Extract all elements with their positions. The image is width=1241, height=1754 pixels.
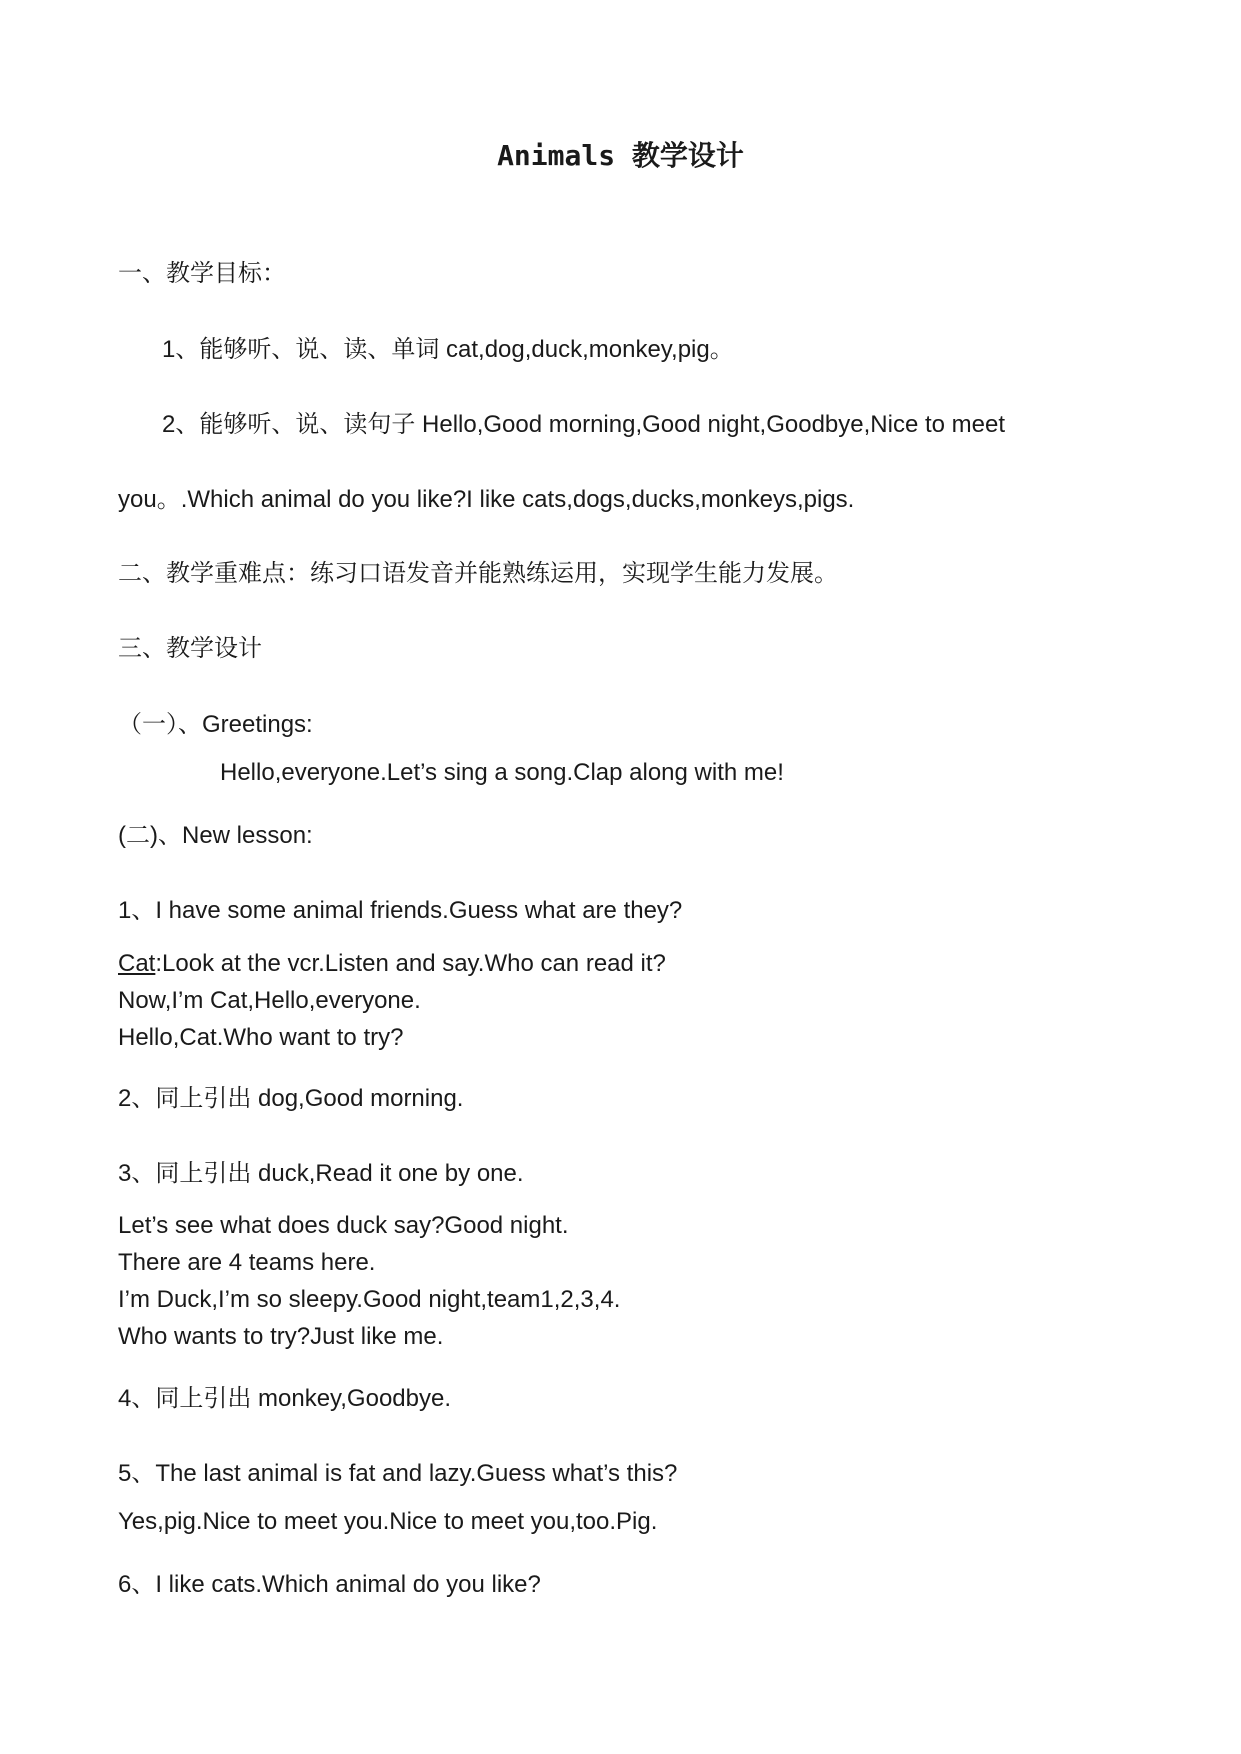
step-1-detail-line: Now,I’m Cat,Hello,everyone. bbox=[118, 987, 421, 1014]
step-1: 1、I have some animal friends.Guess what are they? bbox=[118, 897, 683, 924]
part-1-heading: （一）、Greetings: bbox=[118, 711, 313, 738]
step-3-details bbox=[118, 1207, 620, 1355]
document-title: Animals 教学设计 bbox=[497, 139, 744, 172]
step-5-detail: Yes,pig.Nice to meet you.Nice to meet you,too.Pig. bbox=[118, 1508, 658, 1535]
step-1-word: Cat bbox=[118, 950, 156, 977]
section-3-heading: 三、教学设计 bbox=[118, 634, 262, 662]
step-2: 2、同上引出 dog,Good morning. bbox=[118, 1085, 464, 1112]
step-4: 4、同上引出 monkey,Goodbye. bbox=[118, 1385, 452, 1412]
goal-2-line-1: 2、能够听、说、读句子 Hello,Good morning,Good night,Goodbye,Nice to meet bbox=[162, 411, 1006, 438]
section-1-heading: 一、教学目标： bbox=[118, 259, 286, 287]
step-3-detail-line: I’m Duck,I’m so sleepy.Good night,team1,2,3,4. bbox=[118, 1286, 621, 1313]
step-1-detail-line: Hello,Cat.Who want to try? bbox=[118, 1024, 404, 1051]
step-3-detail-line: There are 4 teams here. bbox=[118, 1249, 376, 1276]
step-3-detail-line: Who wants to try?Just like me. bbox=[118, 1323, 444, 1350]
step-5: 5、The last animal is fat and lazy.Guess what’s this? bbox=[118, 1460, 678, 1487]
goal-2-line-2: you。.Which animal do you like?I like cats,dogs,ducks,monkeys,pigs. bbox=[118, 486, 855, 513]
section-2-heading: 二、教学重难点：练习口语发音并能熟练运用，实现学生能力发展。 bbox=[118, 559, 838, 587]
part-1-body: Hello,everyone.Let’s sing a song.Clap along with me! bbox=[220, 759, 784, 786]
goal-1: 1、能够听、说、读、单词 cat,dog,duck,monkey,pig。 bbox=[162, 336, 734, 363]
step-3: 3、同上引出 duck,Read it one by one. bbox=[118, 1160, 524, 1187]
step-6: 6、I like cats.Which animal do you like? bbox=[118, 1571, 541, 1598]
part-2-heading: (二)、New lesson: bbox=[118, 822, 313, 849]
step-3-detail-line: Let’s see what does duck say?Good night. bbox=[118, 1212, 569, 1239]
step-1-details bbox=[118, 945, 666, 1056]
step-1-detail-line: Cat:Look at the vcr.Listen and say.Who can read it? bbox=[118, 950, 666, 977]
